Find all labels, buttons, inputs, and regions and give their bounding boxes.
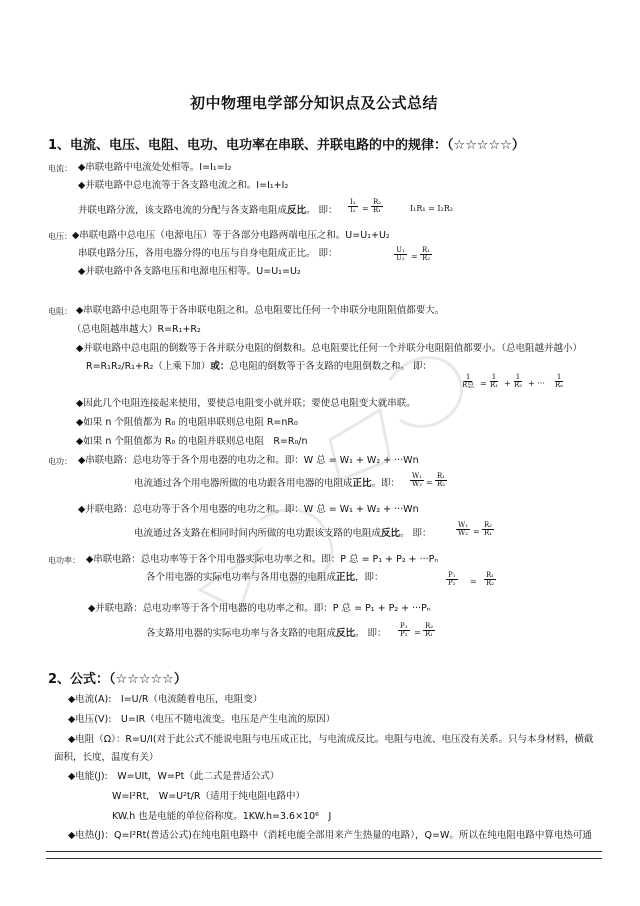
- power-tag: 电功率：: [48, 556, 80, 565]
- power-series-fraction-left: $\frac{\text{P₁}}{\text{P₂}}$: [448, 571, 456, 587]
- resistance-tag: 电阻：: [48, 307, 72, 316]
- formula-voltage: ◆电压(V): U=IR（电压不随电流变。电压是产生电流的原因）: [68, 714, 336, 725]
- resistance-line-2: （总电阻越串越大）R=R₁+R₂: [72, 324, 201, 335]
- formula-resistance: ◆电阻（Ω）：R=U/I(对于此公式不能说电阻与电压成正比，与电流成反比。电阻与电流、电压没有关系。只与本身材料，横截: [68, 734, 594, 745]
- power-line-4: 各支路用电器的实际电功率与各支路的电阻成反比。 即：: [146, 628, 387, 639]
- work-tag: 电功：: [48, 457, 72, 466]
- formula-energy-unit: KW.h 也是电能的单位俗称度。1KW.h=3.6×10⁶ J: [112, 811, 332, 822]
- work-series-fraction-right: $\frac{\text{R₁}}{\text{R₂}}$: [437, 472, 446, 488]
- formula-heat: ◆电热(J)：Q=I²Rt(普适公式)在纯电阻电路中（消耗电能全部用来产生热量的电路），Q=W。所以在纯电阻电路中算电热可通: [68, 830, 592, 841]
- power-series-fraction-right: $\frac{\text{R₁}}{\text{R₂}}$: [486, 571, 495, 587]
- work-line-4: 电流通过各支路在相同时间内所做的电功跟该支路的电阻成反比。 即：: [134, 528, 432, 539]
- resistance-ellipsis-sign: + ···: [528, 379, 545, 388]
- resistance-fraction-rn: $\frac{1}{\text{Rₙ}}$: [555, 373, 564, 389]
- work-line-1: ◆串联电路：总电功等于各个用电器的电功之和。即：W 总 = W₁ + W₂ + ···Wn: [78, 455, 419, 466]
- section2-heading: 2、公式：（☆☆☆☆☆）: [48, 672, 187, 687]
- resistance-line-7: ◆如果 n 个阻值都为 R₀ 的电阻并联则总电阻 R=R₀/n: [76, 436, 308, 447]
- resistance-fraction-total: 1 R总: [462, 373, 475, 389]
- voltage-line-3: ◆并联电路中各支路电压和电源电压相等。U=U₁=U₂: [78, 266, 301, 277]
- current-line-3: 并联电路分流，该支路电流的分配与各支路电阻成反比。 即：: [78, 205, 338, 216]
- voltage-tag: 电压：: [48, 232, 72, 241]
- power-parallel-fraction-eq: =: [414, 628, 421, 637]
- resistance-line-4: R=R₁R₂/R₁+R₂（上乘下加）或：总电阻的倒数等于各支路的电阻倒数之和。 即：: [86, 361, 432, 372]
- resistance-line-3: ◆并联电路中总电阻的倒数等于各并联分电阻的倒数和。总电阻要比任何一个并联分电阻阻值都要小。（总电阻越并越小）: [76, 343, 583, 354]
- voltage-fraction-left: $\frac{\text{U₁}}{\text{U₂}}$: [396, 246, 405, 262]
- resistance-eq-sign: =: [480, 379, 487, 388]
- resistance-line-6: ◆如果 n 个阻值都为 R₀ 的电阻串联则总电阻 R=nR₀: [76, 417, 298, 428]
- resistance-line-5: ◆因此几个电阻连接起来使用，要使总电阻变小就并联；要使总电阻变大就串联。: [76, 398, 416, 409]
- current-line-2: ◆并联电路中总电流等于各支路电流之和。I=I₁+I₂: [78, 180, 289, 191]
- current-tag: 电流：: [48, 164, 72, 173]
- section1-heading: 1、电流、电压、电阻、电功、电功率在串联、并联电路的中的规律：（☆☆☆☆☆）: [48, 138, 525, 153]
- work-series-fraction-left: $\frac{\text{W₁}}{\text{W₂}}$: [412, 472, 423, 488]
- footer-divider-1: [46, 851, 602, 852]
- power-line-3: ◆并联电路：总电功率等于各个用电器的电功率之和。即：P 总 = P₁ + P₂ + ···Pₙ: [88, 603, 431, 614]
- footer-divider-2: [46, 858, 602, 859]
- power-parallel-fraction-left: $\frac{\text{P₁}}{\text{P₂}}$: [400, 622, 408, 638]
- resistance-plus-sign: +: [504, 379, 511, 388]
- resistance-fraction-r2: $\frac{1}{\text{R₂}}$: [514, 373, 523, 389]
- current-product-formula: I₁R₁ = I₂R₂: [410, 204, 453, 213]
- work-parallel-fraction-eq: =: [473, 527, 480, 536]
- current-fraction-eq: =: [362, 204, 369, 213]
- document-title: 初中物理电学部分知识点及公式总结: [190, 94, 439, 112]
- formula-resistance-cont: 面积，长度，温度有关）: [54, 752, 159, 763]
- power-line-1: ◆串联电路：总电功率等于各个用电器实际电功率之和。即：P 总 = P₁ + P₂ + ···Pₙ: [86, 554, 439, 565]
- formula-current: ◆电流(A): I=U/R（电流随着电压，电阻变）: [68, 694, 263, 705]
- work-series-fraction-eq: =: [426, 478, 433, 487]
- voltage-line-2: 串联电路分压，各用电器分得的电压与自身电阻成正比。 即：: [78, 248, 338, 259]
- voltage-fraction-right: $\frac{\text{R₁}}{\text{R₂}}$: [422, 246, 431, 262]
- power-series-fraction-eq: =: [470, 577, 477, 586]
- work-line-2: 电流通过各个用电器所做的电功跟各用电器的电阻成正比。即：: [134, 478, 401, 489]
- work-parallel-fraction-left: $\frac{\text{W₁}}{\text{W₂}}$: [458, 521, 469, 537]
- power-parallel-fraction-right: $\frac{\text{R₂}}{\text{R₁}}$: [425, 622, 434, 638]
- voltage-fraction-eq: =: [411, 252, 418, 261]
- work-line-3: ◆并联电路：总电功等于各个用电器的电功之和。即：W 总 = W₁ + W₂ + ···Wn: [78, 504, 419, 515]
- resistance-line-1: ◆串联电路中总电阻等于各串联电阻之和。总电阻要比任何一个串联分电阻阻值都要大。: [76, 305, 445, 316]
- work-parallel-fraction-right: $\frac{\text{R₂}}{\text{R₁}}$: [484, 521, 493, 537]
- formula-energy: ◆电能(J): W=UIt，W=Pt（此二式是普适公式）: [68, 771, 280, 782]
- formula-energy-pure: W=I²Rt, W=U²t/R（适用于纯电阻电路中）: [112, 791, 305, 802]
- power-line-2: 各个用电器的实际电功率与各用电器的电阻成正比，即：: [146, 572, 384, 583]
- current-fraction-right: $\frac{\text{R₂}}{\text{R₁}}$: [373, 198, 382, 214]
- resistance-fraction-r1: $\frac{1}{\text{R₁}}$: [490, 373, 499, 389]
- voltage-line-1: ◆串联电路中总电压（电源电压）等于各部分电路两端电压之和。U=U₁+U₂: [72, 230, 390, 241]
- current-line-1: ◆串联电路中电流处处相等。I=I₁=I₂: [78, 162, 232, 173]
- current-fraction-left: $\frac{\text{I₁}}{\text{I₂}}$: [350, 198, 356, 214]
